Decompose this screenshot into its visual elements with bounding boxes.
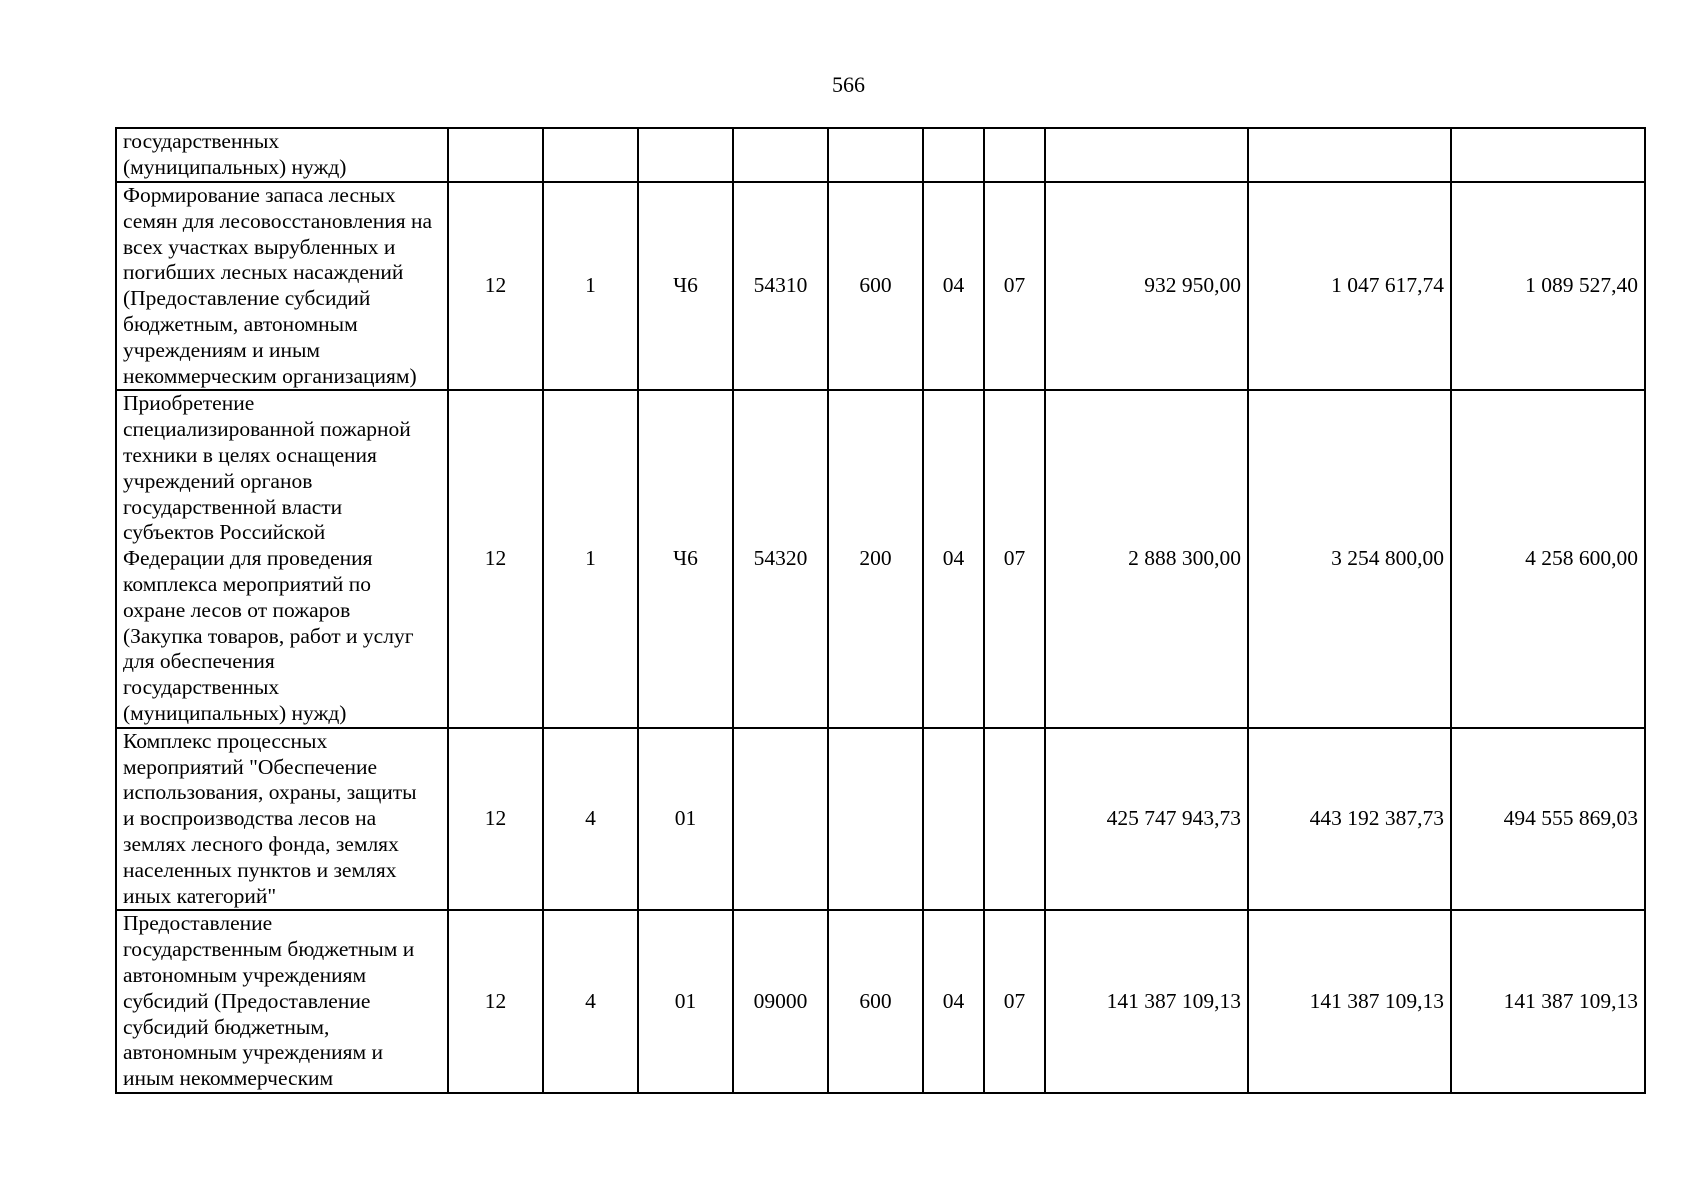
cell-code-5: 600 xyxy=(828,182,923,390)
cell-code-2: 4 xyxy=(543,910,638,1093)
cell-amount-2: 1 047 617,74 xyxy=(1248,182,1451,390)
row-description: государственных (муниципальных) нужд) xyxy=(116,128,448,182)
table-row xyxy=(116,182,1645,390)
cell-code-3 xyxy=(638,128,733,182)
cell-code-7 xyxy=(984,128,1045,182)
cell-code-4: 54310 xyxy=(733,182,828,390)
cell-code-7: 07 xyxy=(984,390,1045,727)
cell-amount-3: 1 089 527,40 xyxy=(1451,182,1645,390)
budget-table xyxy=(115,127,1646,1094)
row-description: Приобретение специализированной пожарной техники в целях оснащения учреждений органов государственной власти субъектов Российской Федерации для проведения комплекса мероприятий по охране лесов от пожаров (Закупка товаров, работ и услуг для обеспечения государственных (муниципальных) нужд) xyxy=(116,390,448,727)
table-row xyxy=(116,128,1645,182)
cell-code-4 xyxy=(733,128,828,182)
cell-code-5: 600 xyxy=(828,910,923,1093)
cell-code-1: 12 xyxy=(448,390,543,727)
cell-amount-1: 425 747 943,73 xyxy=(1045,728,1248,911)
cell-amount-2: 141 387 109,13 xyxy=(1248,910,1451,1093)
cell-amount-3: 494 555 869,03 xyxy=(1451,728,1645,911)
cell-amount-2: 3 254 800,00 xyxy=(1248,390,1451,727)
cell-code-2: 4 xyxy=(543,728,638,911)
cell-amount-1: 141 387 109,13 xyxy=(1045,910,1248,1093)
row-description: Комплекс процессных мероприятий "Обеспечение использования, охраны, защиты и воспроизводства лесов на землях лесного фонда, землях населенных пунктов и землях иных категорий" xyxy=(116,728,448,911)
cell-amount-3: 4 258 600,00 xyxy=(1451,390,1645,727)
table-row xyxy=(116,390,1645,727)
cell-code-7 xyxy=(984,728,1045,911)
cell-code-6: 04 xyxy=(923,910,984,1093)
cell-amount-1: 932 950,00 xyxy=(1045,182,1248,390)
cell-code-4: 09000 xyxy=(733,910,828,1093)
cell-amount-3: 141 387 109,13 xyxy=(1451,910,1645,1093)
cell-code-1: 12 xyxy=(448,728,543,911)
table-row xyxy=(116,728,1645,911)
cell-code-6: 04 xyxy=(923,182,984,390)
cell-code-1 xyxy=(448,128,543,182)
cell-code-3: Ч6 xyxy=(638,390,733,727)
cell-code-6: 04 xyxy=(923,390,984,727)
cell-code-5 xyxy=(828,128,923,182)
cell-code-2: 1 xyxy=(543,182,638,390)
cell-code-3: 01 xyxy=(638,910,733,1093)
cell-code-2 xyxy=(543,128,638,182)
cell-code-7: 07 xyxy=(984,182,1045,390)
cell-code-5 xyxy=(828,728,923,911)
cell-code-6 xyxy=(923,728,984,911)
cell-code-1: 12 xyxy=(448,910,543,1093)
page-number: 566 xyxy=(832,72,865,97)
cell-code-6 xyxy=(923,128,984,182)
cell-amount-2 xyxy=(1248,128,1451,182)
cell-amount-3 xyxy=(1451,128,1645,182)
cell-code-3: 01 xyxy=(638,728,733,911)
cell-code-2: 1 xyxy=(543,390,638,727)
cell-amount-1: 2 888 300,00 xyxy=(1045,390,1248,727)
cell-code-3: Ч6 xyxy=(638,182,733,390)
cell-amount-1 xyxy=(1045,128,1248,182)
cell-amount-2: 443 192 387,73 xyxy=(1248,728,1451,911)
row-description: Предоставление государственным бюджетным и автономным учреждениям субсидий (Предоставление субсидий бюджетным, автономным учреждениям и иным некоммерческим xyxy=(116,910,448,1093)
cell-code-4 xyxy=(733,728,828,911)
cell-code-1: 12 xyxy=(448,182,543,390)
cell-code-7: 07 xyxy=(984,910,1045,1093)
cell-code-4: 54320 xyxy=(733,390,828,727)
table-row xyxy=(116,910,1645,1093)
row-description: Формирование запаса лесных семян для лесовосстановления на всех участках вырубленных и погибших лесных насаждений (Предоставление субсидий бюджетным, автономным учреждениям и иным некоммерческим организациям) xyxy=(116,182,448,390)
cell-code-5: 200 xyxy=(828,390,923,727)
